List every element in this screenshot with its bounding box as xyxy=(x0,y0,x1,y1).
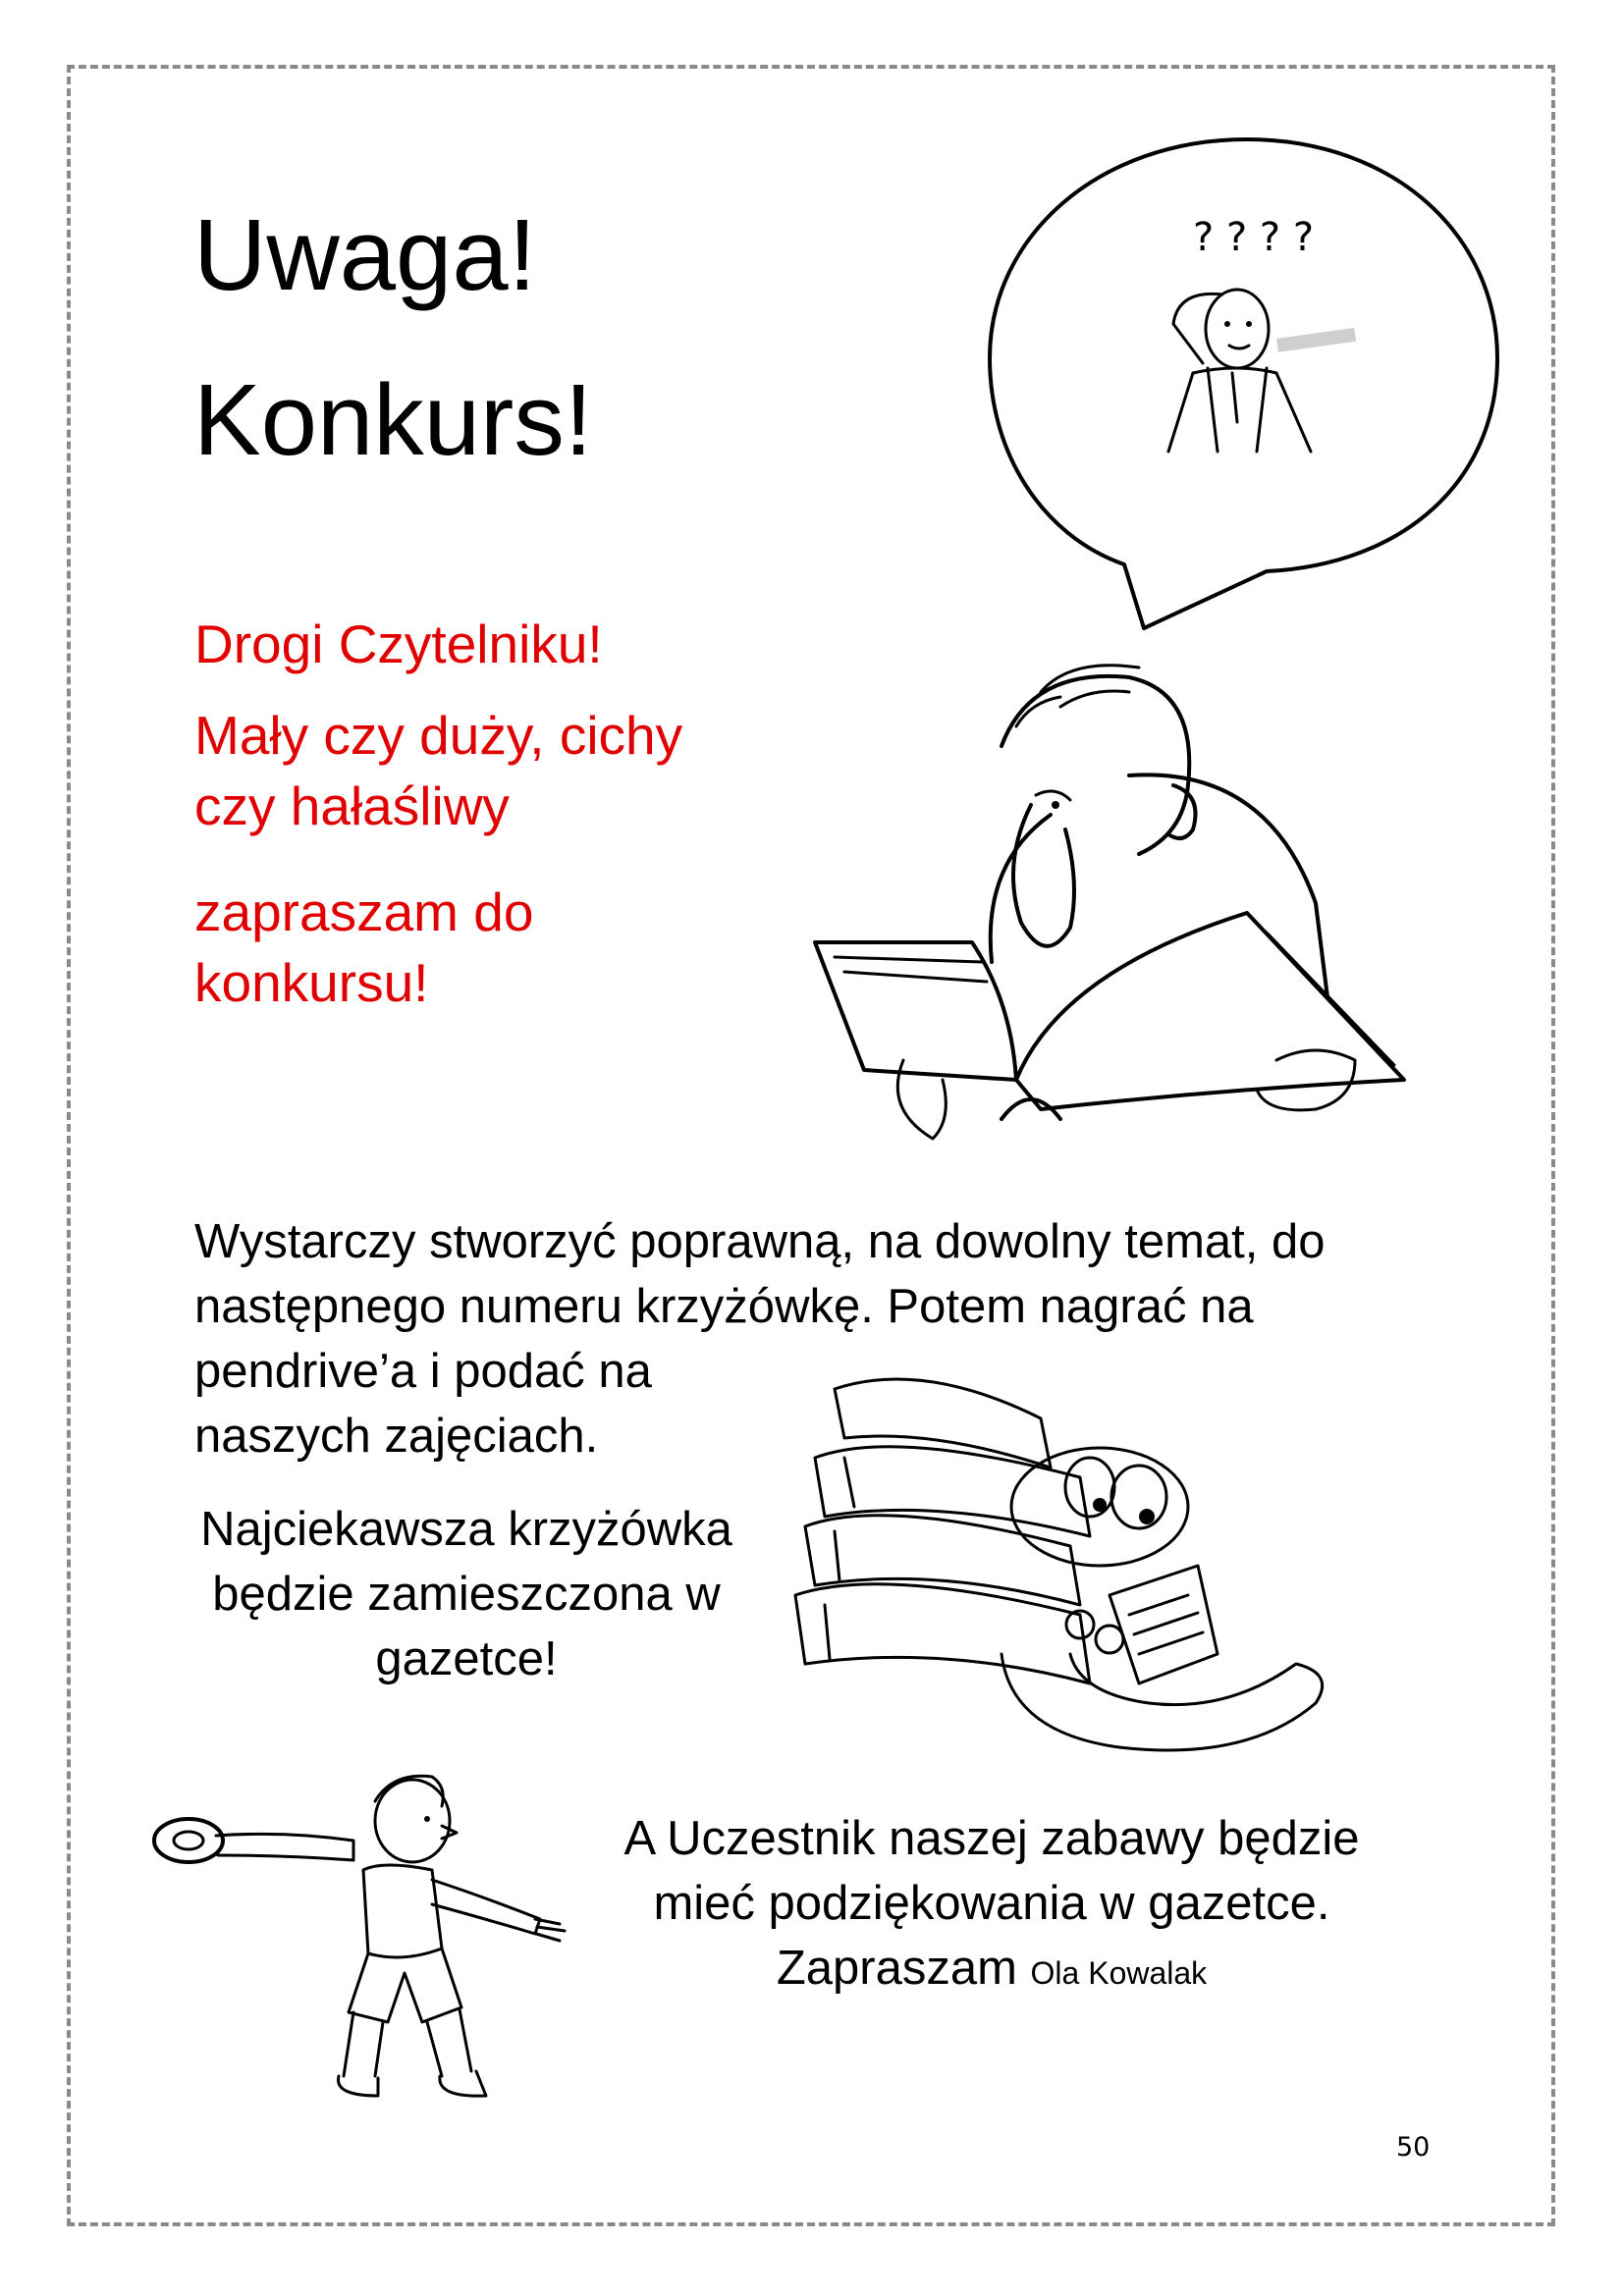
paragraph-thanks-text: A Uczestnik naszej zabawy będzie mieć podziękowania w gazetce. xyxy=(623,1812,1360,1930)
discus-thrower-illustration xyxy=(147,1762,589,2115)
paragraph-thanks xyxy=(619,1806,1365,2005)
heading-konkurs: Konkurs! xyxy=(193,363,593,476)
closing-text: Zapraszam xyxy=(776,1942,1017,1995)
heading-uwaga: Uwaga! xyxy=(193,198,537,311)
svg-text:? ? ? ?: ? ? ? ? xyxy=(1193,215,1315,260)
paragraph-instructions: Wystarczy stworzyć poprawną, na dowolny temat, do następnego numeru krzyżówkę. Potem nagrać na xyxy=(194,1215,1326,1333)
greeting-line-3: zapraszam do konkursu! xyxy=(194,881,534,1013)
speech-bubble-confused-man-illustration xyxy=(982,128,1512,638)
man-reading-book-illustration xyxy=(805,648,1443,1198)
greeting-line-2: Mały czy duży, cichy czy hałaśliwy xyxy=(194,705,683,836)
author-name: Ola Kowalak xyxy=(1030,1955,1208,1991)
paragraph-winner: Najciekawsza krzyżówka będzie zamieszczona w gazetce! xyxy=(200,1503,732,1685)
page-number: 50 xyxy=(1396,2132,1431,2163)
paragraph-submission: pendrive’a i podać na naszych zajęciach. xyxy=(194,1345,652,1463)
greeting-line-1: Drogi Czytelniku! xyxy=(194,614,603,674)
worm-reading-on-books-illustration xyxy=(785,1360,1345,1772)
